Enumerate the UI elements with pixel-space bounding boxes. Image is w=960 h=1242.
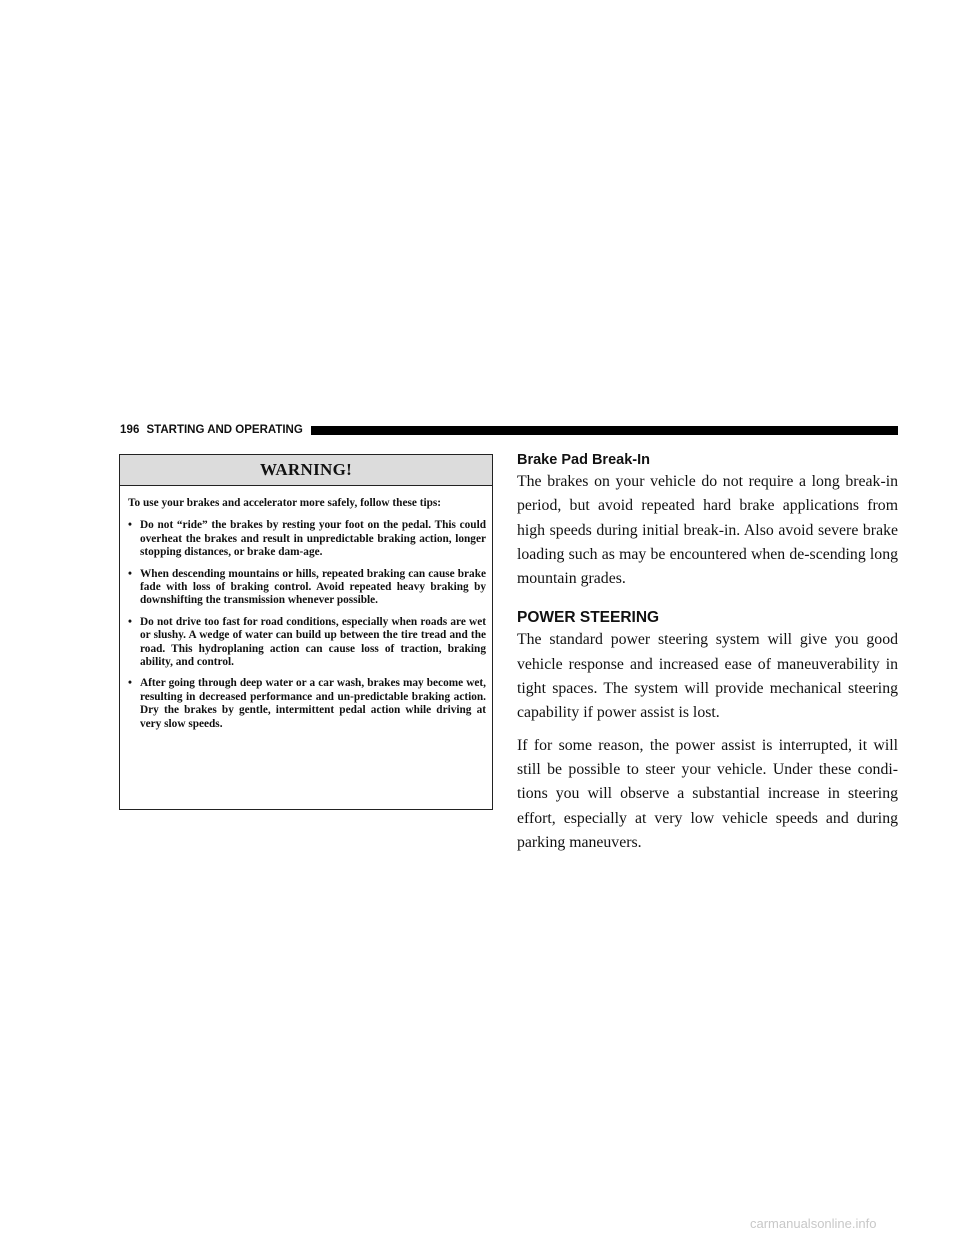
warning-body bbox=[120, 486, 492, 731]
page-number: 196 bbox=[120, 424, 140, 436]
warning-item bbox=[128, 519, 486, 559]
power-steering-paragraph: The standard power steering system will give you good vehicle response and increased ease of maneuverability in tight spaces. The system will provide mechanical steering capability if power assist is lost. bbox=[517, 631, 898, 722]
warning-item bbox=[128, 677, 486, 731]
brake-pad-heading: Brake Pad Break-In bbox=[517, 452, 650, 468]
warning-item-text: Do not drive too fast for road conditions, especially when roads are wet or slushy. A wedge of water can build up between the tire tread and the road. This hydroplaning action can cause loss of traction, braking ability, and control. bbox=[140, 615, 486, 669]
warning-list bbox=[128, 519, 486, 731]
warning-item-text: When descending mountains or hills, repeated braking can cause brake fade with loss of braking control. Avoid repeated heavy braking by downshifting the transmission whenever possible. bbox=[140, 567, 486, 607]
warning-box bbox=[119, 454, 493, 810]
warning-item bbox=[128, 616, 486, 670]
warning-item-text: After going through deep water or a car wash, brakes may become wet, resulting in decreased performance and un-predictable braking action. Dry the brakes by gentle, intermittent pedal action while driving at very slow speeds. bbox=[140, 677, 486, 730]
header-rule bbox=[311, 426, 898, 435]
bullet-icon: • bbox=[128, 567, 132, 580]
power-steering-heading: POWER STEERING bbox=[517, 609, 660, 627]
brake-pad-text: The brakes on your vehicle do not require a long break-in period, but avoid repeated hard brake applications from high speeds during initial break-in. Also avoid severe brake loading such as may be encountered when de-scending long mountain grades. bbox=[517, 473, 898, 588]
warning-title: WARNING! bbox=[120, 455, 492, 486]
warning-intro: To use your brakes and accelerator more safely, follow these tips: bbox=[128, 497, 442, 509]
page-header bbox=[120, 423, 898, 437]
warning-item-text: Do not “ride” the brakes by resting your foot on the pedal. This could overheat the brakes and result in unpredictable braking action, longer stopping distances, or brake dam-age. bbox=[140, 519, 486, 559]
bullet-icon: • bbox=[128, 677, 132, 690]
watermark-text: carmanualsonline.info bbox=[750, 1216, 877, 1231]
warning-item bbox=[128, 568, 486, 608]
section-title: STARTING AND OPERATING bbox=[146, 424, 303, 436]
bullet-icon: • bbox=[128, 615, 132, 628]
power-steering-paragraph: If for some reason, the power assist is interrupted, it will still be possible to steer your vehicle. Under these condi-tions you will observe a substantial increase in steering effort, especially at very low vehicle speeds and during parking maneuvers. bbox=[517, 736, 898, 851]
bullet-icon: • bbox=[128, 519, 132, 532]
right-column bbox=[517, 451, 898, 855]
